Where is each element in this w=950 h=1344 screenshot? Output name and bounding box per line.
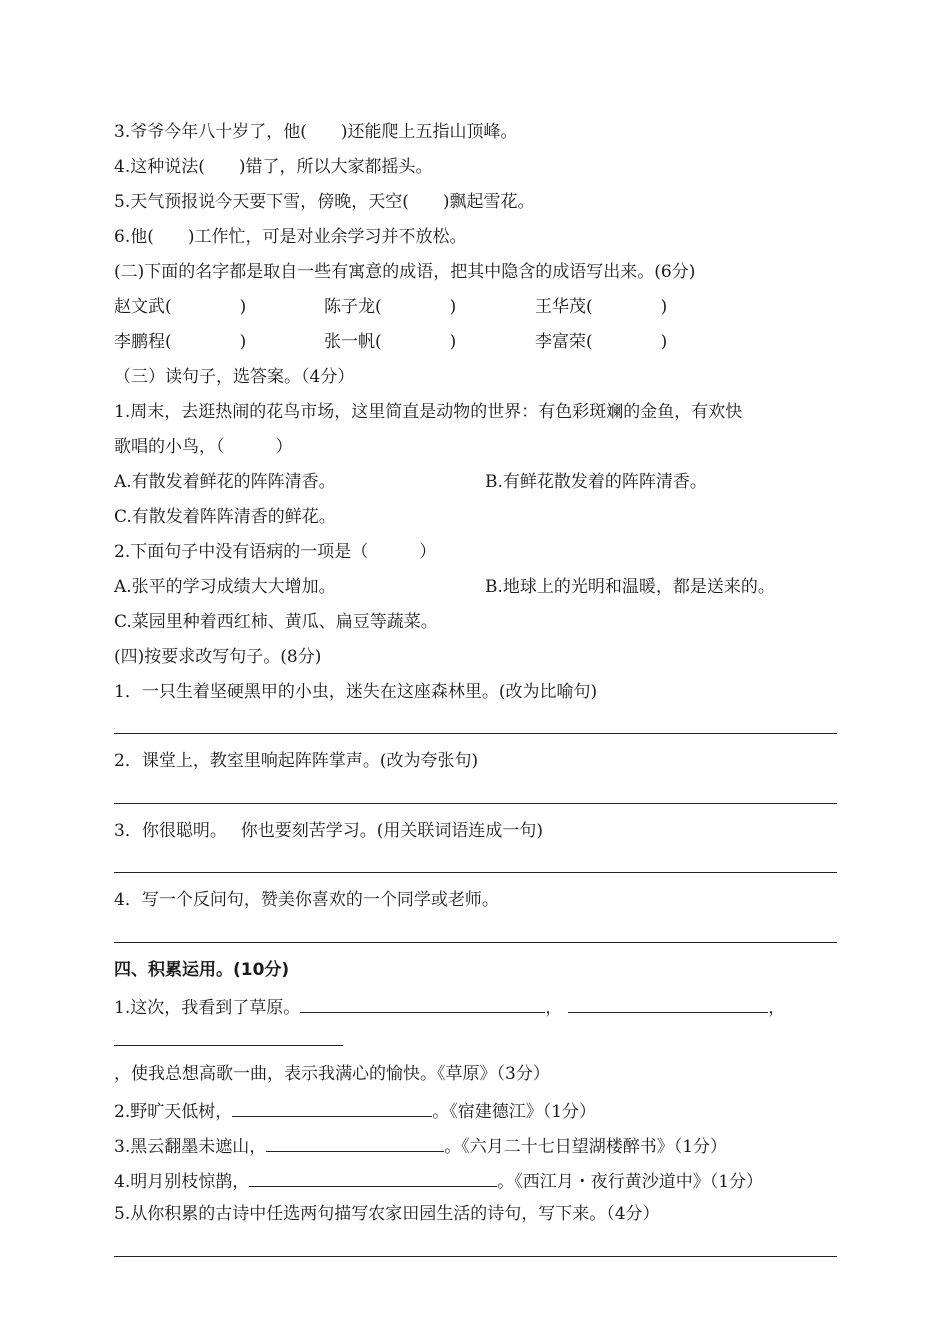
fill-blank[interactable] [249, 1168, 497, 1187]
q4-suffix: 。《西江月・夜行黄沙道中》（1分） [497, 1172, 764, 1192]
part3-title: （三）读句子，选答案。（4分） [114, 367, 355, 387]
answer-line[interactable] [114, 803, 837, 804]
accumulate-q4 [114, 1168, 763, 1193]
q2-suffix: 。《宿建德江》（1分） [432, 1102, 597, 1122]
question-6: 6.他( )工作忙，可是对业余学习并不放松。 [114, 227, 467, 247]
accumulate-q1 [114, 994, 785, 1019]
q2-option-c: C.菜园里种着西红柿、黄瓜、扁豆等蔬菜。 [114, 612, 438, 632]
accumulate-q1-tail: ，使我总想高歌一曲，表示我满心的愉快。《草原》（3分） [114, 1064, 550, 1084]
answer-line[interactable] [114, 942, 837, 943]
part2-title: (二)下面的名字都是取自一些有寓意的成语，把其中隐含的成语写出来。(6分) [114, 262, 696, 282]
name-item: 李鹏程( ) [114, 332, 247, 352]
part4-title: (四)按要求改写句子。(8分) [114, 647, 322, 667]
separator: ， [768, 998, 786, 1018]
q4-prefix: 4.明月别枝惊鹊， [114, 1172, 250, 1192]
section4-title: 四、积累运用。(10分) [114, 960, 290, 980]
answer-line[interactable] [114, 733, 837, 734]
question-4: 4.这种说法( )错了，所以大家都摇头。 [114, 157, 433, 177]
fill-blank[interactable] [114, 1045, 343, 1046]
q1-stem-line1: 1.周末，去逛热闹的花鸟市场，这里简直是动物的世界：有色彩斑斓的金鱼，有欢快 [114, 402, 743, 422]
q1-option-b: B.有鲜花散发着的阵阵清香。 [485, 472, 707, 492]
fill-blank[interactable] [568, 994, 768, 1013]
accumulate-q2 [114, 1098, 596, 1123]
accumulate-q3 [114, 1133, 727, 1158]
q3-suffix: 。《六月二十七日望湖楼醉书》（1分） [444, 1137, 728, 1157]
q2-stem: 2.下面句子中没有语病的一项是（ ） [114, 542, 437, 562]
fill-blank[interactable] [232, 1098, 432, 1117]
name-item: 陈子龙( ) [324, 297, 457, 317]
separator: ， [545, 998, 563, 1018]
accumulate-q5: 5.从你积累的古诗中任选两句描写农家田园生活的诗句，写下来。（4分） [114, 1204, 660, 1224]
q3-prefix: 3.黑云翻墨未遮山， [114, 1137, 267, 1157]
q1-prefix: 1.这次，我看到了草原。 [114, 998, 301, 1018]
fill-blank[interactable] [266, 1133, 444, 1152]
rewrite-question-3: 3．你很聪明。 你也要刻苦学习。(用关联词语连成一句) [114, 821, 543, 841]
rewrite-question-2: 2．课堂上，教室里响起阵阵掌声。(改为夸张句) [114, 751, 479, 771]
answer-line[interactable] [114, 872, 837, 873]
q2-option-a: A.张平的学习成绩大大增加。 [114, 577, 336, 597]
q2-prefix: 2.野旷天低树， [114, 1102, 233, 1122]
rewrite-question-1: 1．一只生着坚硬黑甲的小虫，迷失在这座森林里。(改为比喻句) [114, 682, 598, 702]
fill-blank[interactable] [300, 994, 545, 1013]
name-item: 李富荣( ) [535, 332, 668, 352]
question-5: 5.天气预报说今天要下雪，傍晚，天空( )飘起雪花。 [114, 192, 535, 212]
q1-stem-line2: 歌唱的小鸟，（ ） [114, 437, 293, 457]
q2-option-b: B.地球上的光明和温暖，都是送来的。 [485, 577, 775, 597]
question-3: 3.爷爷今年八十岁了，他( )还能爬上五指山顶峰。 [114, 122, 518, 142]
q1-option-c: C.有散发着阵阵清香的鲜花。 [114, 507, 336, 527]
q1-option-a: A.有散发着鲜花的阵阵清香。 [114, 472, 336, 492]
name-item: 赵文武( ) [114, 297, 247, 317]
answer-line[interactable] [114, 1256, 837, 1257]
rewrite-question-4: 4．写一个反问句，赞美你喜欢的一个同学或老师。 [114, 890, 499, 910]
name-item: 王华茂( ) [535, 297, 668, 317]
name-item: 张一帆( ) [324, 332, 457, 352]
